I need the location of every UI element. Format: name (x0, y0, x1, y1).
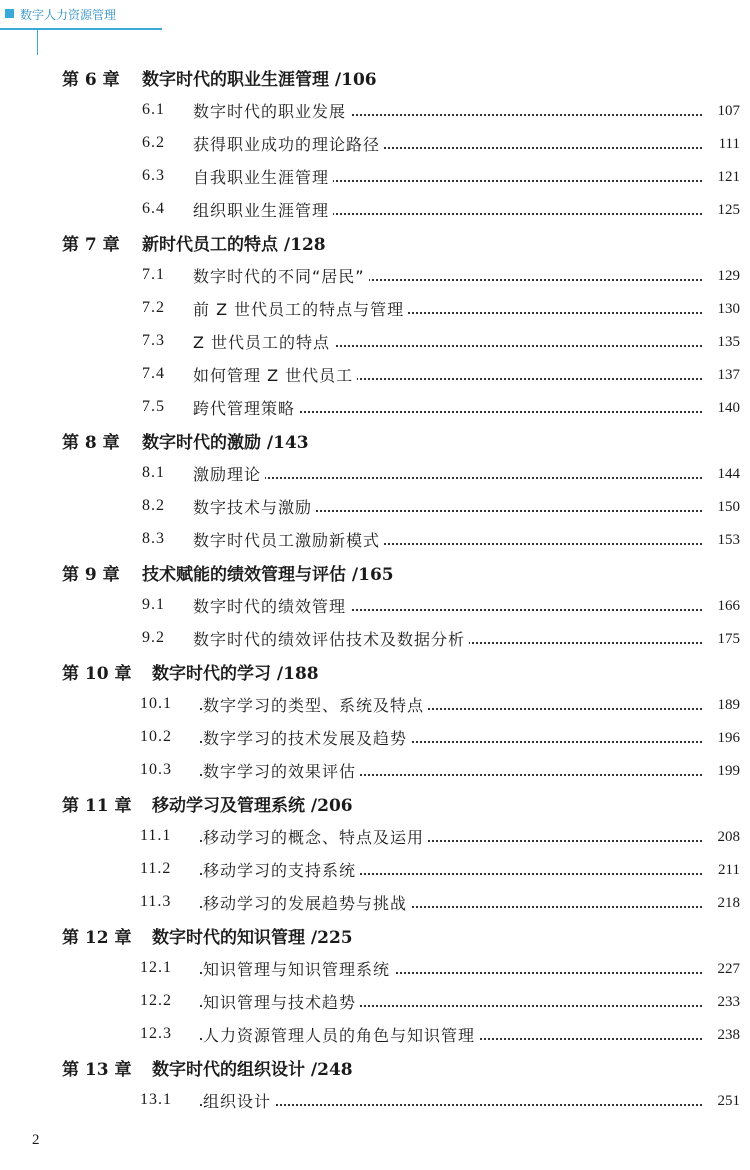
section-page-number: 211 (714, 862, 740, 879)
section-title: 数字时代的职业发展 (193, 99, 350, 122)
header-rule (0, 28, 162, 30)
section-page-number: 137 (714, 367, 741, 384)
toc-entry[interactable] (0, 293, 750, 326)
section-title: 知识管理与知识管理系统 (203, 957, 394, 980)
section-page-number: 135 (714, 334, 741, 351)
section-title: 组织设计 (203, 1089, 275, 1112)
section-number: 9.1 (142, 596, 165, 613)
toc-entry[interactable] (0, 1019, 750, 1052)
section-title: 数字时代的绩效评估技术及数据分析 (193, 627, 469, 650)
section-title: 移动学习的概念、特点及运用 (203, 825, 428, 848)
chapter-title: 数字时代的职业生涯管理 /106 (142, 70, 377, 90)
section-page-number: 218 (714, 895, 741, 912)
section-title: 获得职业成功的理论路径 (193, 132, 384, 155)
toc-entry[interactable] (0, 623, 750, 656)
section-page-number: 251 (714, 1093, 741, 1110)
section-number: 8.1 (142, 464, 165, 481)
section-title: 数字时代的不同“居民” (193, 264, 369, 287)
toc-entry[interactable] (0, 95, 750, 128)
section-title: 数字时代员工激励新模式 (193, 528, 384, 551)
section-page-number: 107 (714, 103, 741, 120)
chapter-title: 新时代员工的特点 /128 (142, 235, 326, 255)
section-page-number: 144 (714, 466, 741, 483)
toc-entry[interactable] (0, 260, 750, 293)
toc-entry[interactable] (0, 689, 750, 722)
section-number: 10.3 (140, 761, 172, 778)
section-page-number: 121 (714, 169, 741, 186)
section-title: 知识管理与技术趋势 (203, 990, 360, 1013)
section-number: 11.3 (140, 893, 172, 910)
section-number: 7.3 (142, 332, 165, 349)
chapter-title: 数字时代的学习 /188 (152, 664, 319, 684)
section-page-number: 196 (714, 730, 741, 747)
page-number: 2 (32, 1132, 40, 1148)
header-square-icon (5, 9, 14, 18)
section-number: 7.2 (142, 299, 165, 316)
chapter-heading[interactable] (0, 1052, 750, 1085)
section-page-number: 125 (714, 202, 741, 219)
section-number: 6.4 (142, 200, 165, 217)
section-number: 12.1 (140, 959, 172, 976)
dot-leader (200, 1104, 702, 1106)
chapter-heading[interactable] (0, 62, 750, 95)
section-number: 7.1 (142, 266, 165, 283)
chapter-number: 第 8 章 (62, 433, 120, 453)
section-title: 数字学习的效果评估 (203, 759, 360, 782)
section-number: 12.3 (140, 1025, 172, 1042)
section-title: 数字学习的类型、系统及特点 (203, 693, 428, 716)
section-title: 移动学习的发展趋势与挑战 (203, 891, 411, 914)
section-title: 数字学习的技术发展及趋势 (203, 726, 411, 749)
toc-entry[interactable] (0, 458, 750, 491)
chapter-number: 第 9 章 (62, 565, 120, 585)
toc-entry[interactable] (0, 821, 750, 854)
section-number: 13.1 (140, 1091, 172, 1108)
section-page-number: 208 (714, 829, 741, 846)
section-number: 10.1 (140, 695, 172, 712)
section-page-number: 130 (714, 301, 741, 318)
header-title: 数字人力资源管理 (20, 8, 117, 22)
section-number: 12.2 (140, 992, 172, 1009)
toc-entry[interactable] (0, 854, 750, 887)
chapter-number: 第 13 章 (62, 1060, 132, 1080)
toc-entry[interactable] (0, 161, 750, 194)
toc-entry[interactable] (0, 1085, 750, 1118)
toc-entry[interactable] (0, 524, 750, 557)
section-number: 8.3 (142, 530, 165, 547)
toc-entry[interactable] (0, 359, 750, 392)
running-header (0, 0, 180, 30)
header-rule-vertical (37, 28, 38, 55)
section-page-number: 233 (714, 994, 741, 1011)
section-title: 跨代管理策略 (193, 396, 299, 419)
chapter-heading[interactable] (0, 788, 750, 821)
section-title: 组织职业生涯管理 (193, 198, 333, 221)
table-of-contents (0, 62, 750, 1118)
section-page-number: 153 (714, 532, 741, 549)
chapter-number: 第 10 章 (62, 664, 132, 684)
toc-entry[interactable] (0, 194, 750, 227)
chapter-number: 第 12 章 (62, 928, 132, 948)
toc-entry[interactable] (0, 392, 750, 425)
section-title: 数字技术与激励 (193, 495, 316, 518)
toc-entry[interactable] (0, 986, 750, 1019)
chapter-heading[interactable] (0, 557, 750, 590)
section-title: 前 Z 世代员工的特点与管理 (193, 297, 408, 320)
section-page-number: 175 (714, 631, 741, 648)
section-page-number: 199 (714, 763, 741, 780)
section-number: 6.1 (142, 101, 165, 118)
section-number: 6.3 (142, 167, 165, 184)
section-title: 移动学习的支持系统 (203, 858, 360, 881)
section-page-number: 189 (714, 697, 741, 714)
section-number: 6.2 (142, 134, 165, 151)
section-page-number: 166 (714, 598, 741, 615)
toc-entry[interactable] (0, 722, 750, 755)
section-number: 8.2 (142, 497, 165, 514)
section-page-number: 129 (714, 268, 741, 285)
toc-entry[interactable] (0, 128, 750, 161)
chapter-number: 第 7 章 (62, 235, 120, 255)
section-title: 数字时代的绩效管理 (193, 594, 350, 617)
chapter-number: 第 6 章 (62, 70, 120, 90)
section-page-number: 150 (714, 499, 741, 516)
chapter-heading[interactable] (0, 656, 750, 689)
section-number: 10.2 (140, 728, 172, 745)
section-number: 11.2 (140, 860, 172, 877)
section-number: 7.4 (142, 365, 165, 382)
chapter-number: 第 11 章 (62, 796, 132, 816)
section-number: 9.2 (142, 629, 165, 646)
section-title: Z 世代员工的特点 (193, 330, 334, 353)
chapter-title: 数字时代的激励 /143 (142, 433, 309, 453)
section-page-number: 111 (715, 136, 740, 153)
toc-entry[interactable] (0, 326, 750, 359)
toc-entry[interactable] (0, 491, 750, 524)
section-page-number: 140 (714, 400, 741, 417)
section-number: 11.1 (140, 827, 172, 844)
section-title: 自我职业生涯管理 (193, 165, 333, 188)
chapter-title: 数字时代的组织设计 /248 (152, 1060, 353, 1080)
section-title: 人力资源管理人员的角色与知识管理 (203, 1023, 479, 1046)
chapter-heading[interactable] (0, 227, 750, 260)
section-title: 激励理论 (193, 462, 265, 485)
toc-entry[interactable] (0, 755, 750, 788)
chapter-title: 技术赋能的绩效管理与评估 /165 (142, 565, 394, 585)
toc-entry[interactable] (0, 590, 750, 623)
section-title: 如何管理 Z 世代员工 (193, 363, 357, 386)
chapter-heading[interactable] (0, 425, 750, 458)
dot-leader (200, 477, 702, 479)
section-page-number: 238 (714, 1027, 741, 1044)
section-page-number: 227 (714, 961, 741, 978)
toc-entry[interactable] (0, 953, 750, 986)
section-number: 7.5 (142, 398, 165, 415)
chapter-title: 数字时代的知识管理 /225 (152, 928, 353, 948)
chapter-title: 移动学习及管理系统 /206 (152, 796, 353, 816)
toc-entry[interactable] (0, 887, 750, 920)
chapter-heading[interactable] (0, 920, 750, 953)
